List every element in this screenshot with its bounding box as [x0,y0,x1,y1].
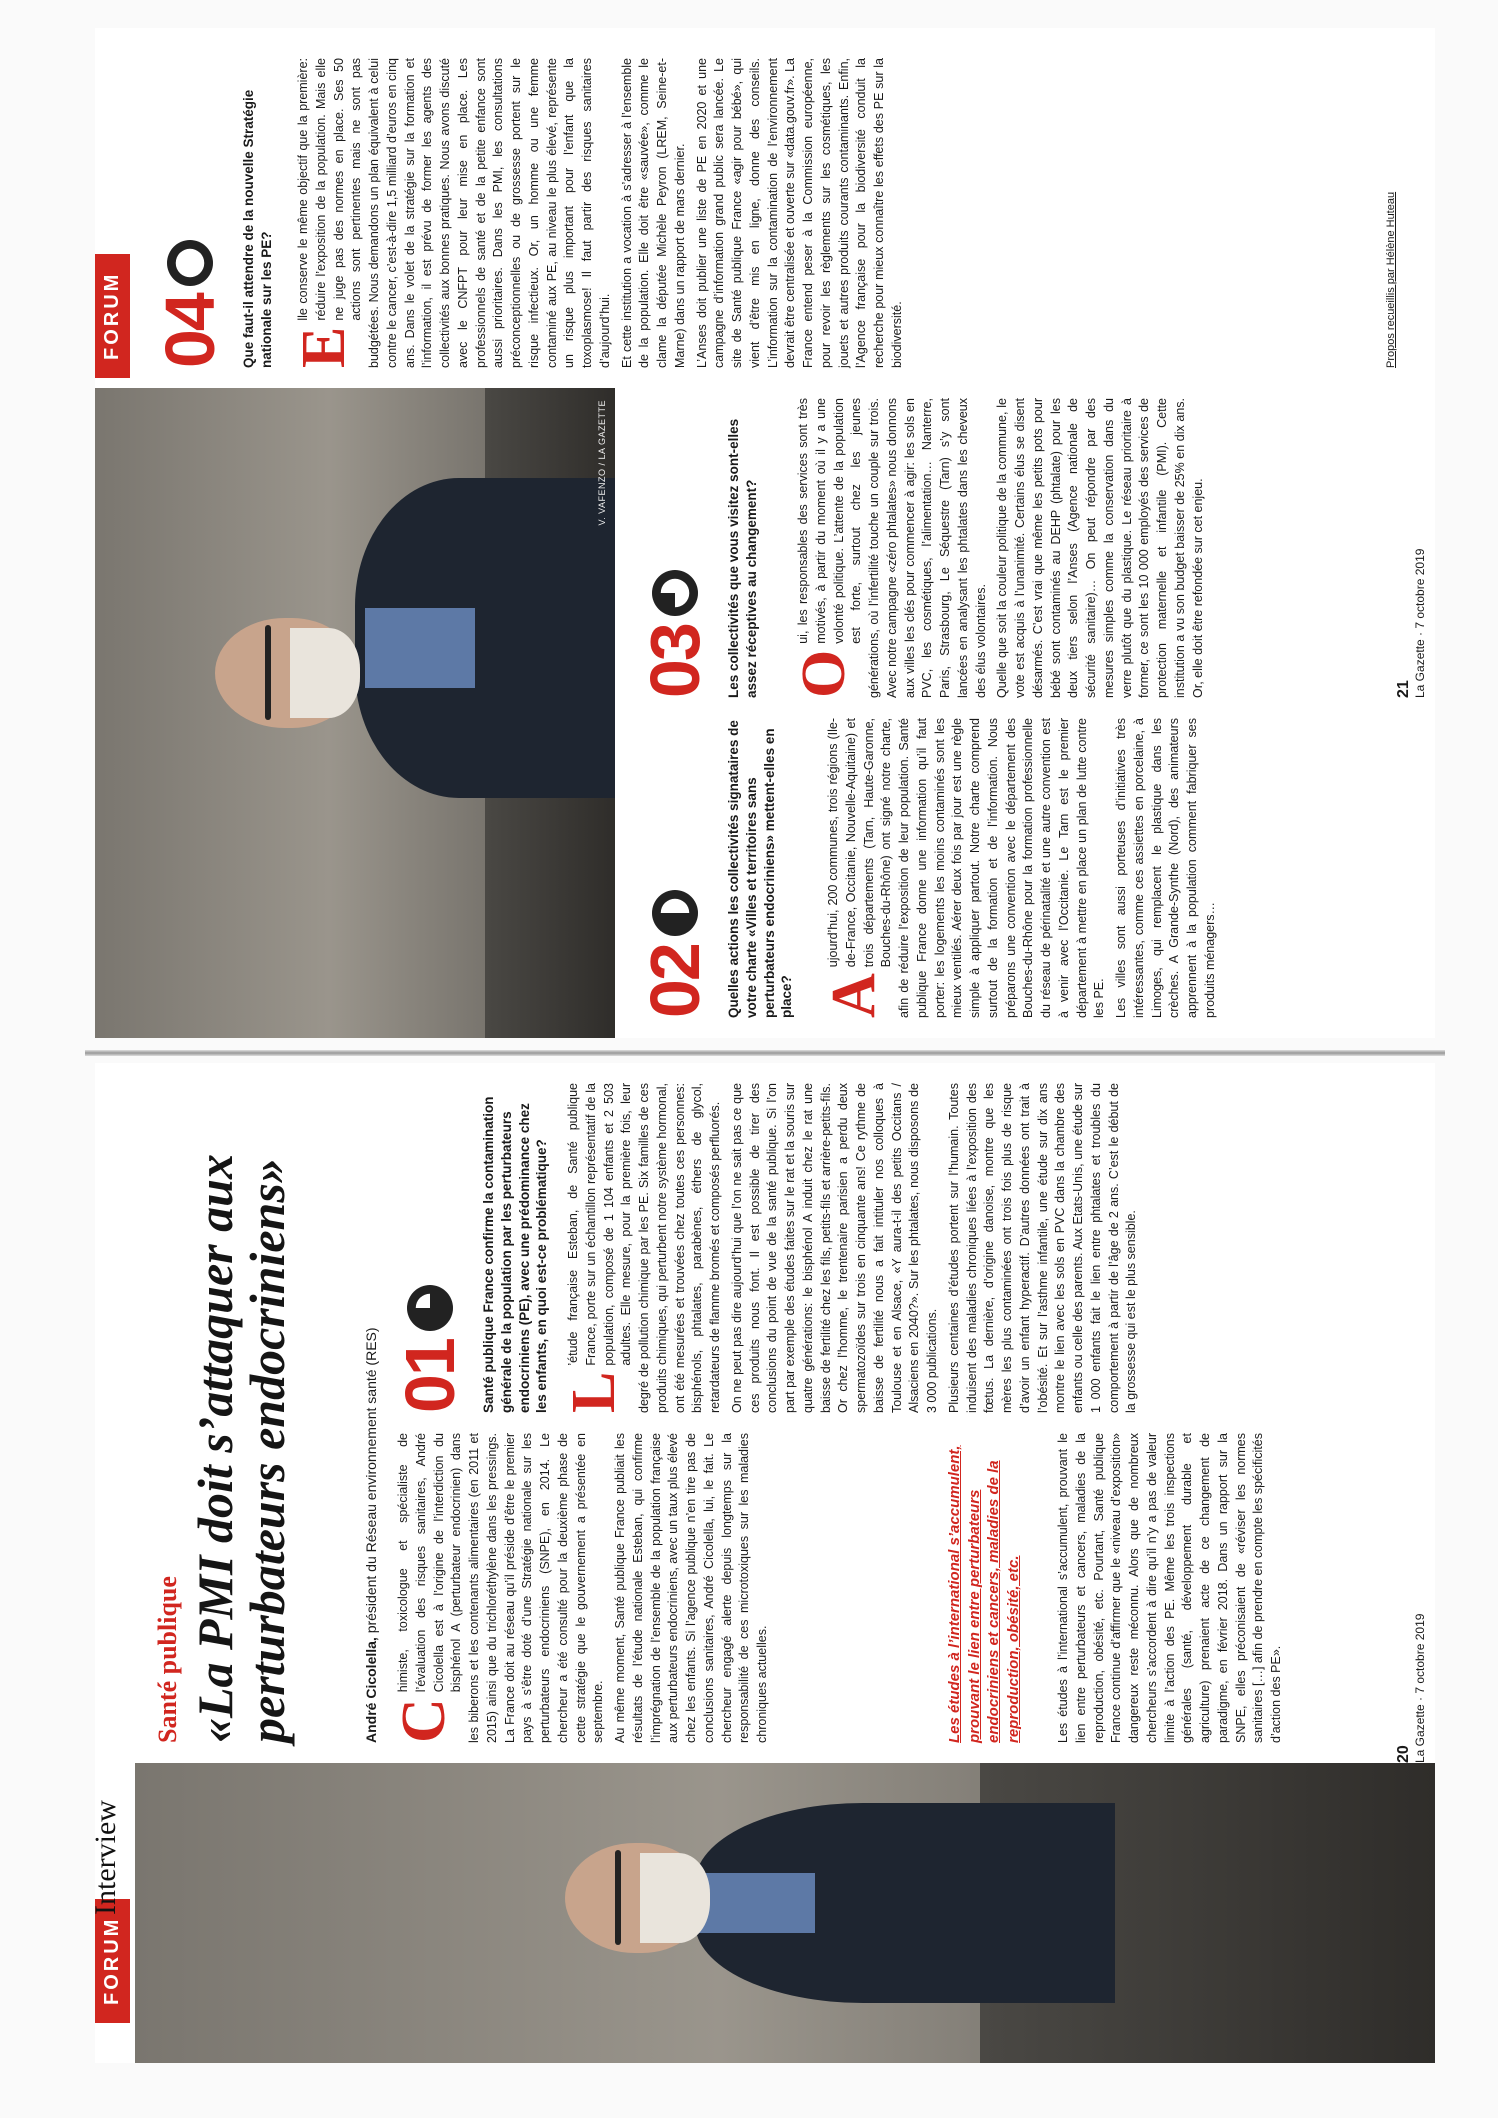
question-digits: 02 [636,944,714,1018]
answer-01-paragraph-2: On ne peut pas dire aujourd’hui que l’on ne sait pas ce que ces produits nous font. Il est possible de tirer des conclusions du point de vue de la santé publique. Si l’on part par exemple des études faites sur le rat et la souris sur quatre générations: le bisphénol A induit chez le rat une baisse de fertilité chez les fils, petits-fils et arrière-petits-fils. Or chez l’homme, le trentenaire parisien a perdu deux spermatozoïdes sur trois en cinquante ans! Ce rythme de baisse de fertilité nous a fait intituler nos colloques à Toulouse et en Alsace, «Y aura-t-il des petits Occitans / Alsaciens en 2040?». Sur les phtalates, nous disposons de 3 000 publications. [729,1083,939,1413]
answer-02-paragraph-1: ujourd’hui, 200 communes, trois régions (Ile-de-France, Occitanie, Nouvelle-Aquitaine) et trois départements (Tarn, Haute-Garonne, Bouches-du-Rhône) ont signé notre charte, afin de réduire l’exposition de leur population. Santé publique France donne une information qu’il faut porter: les logements les moins contaminés sont les mieux ventilés. Aérer deux fois par jour est une règle simple à appliquer partout. Notre charte comprend surtout de la formation et de l’information. Nous préparons une convention avec le département des Bouches-du-Rhône pour la formation professionnelle du réseau de périnatalité et une autre convention est à venir avec l’Occitanie. Le Tarn est le premier département à mettre en place un plan de lutte contre les PE. [826,718,1107,1018]
section-tag-right: FORUM [95,254,130,378]
intro-paragraph-1: himiste, toxicologue et spécialiste de l’évaluation des risques sanitaires, André Cicolella est à l’origine de l’interdiction du bisphénol A (perturbateur endocrinien) dans les biberons et les contenants alimentaires (en 2011 et 2015) ainsi que du trichloréthylène dans les pressings. La France doit au réseau qu’il préside d’être le premier pays à s’être doté d’une Stratégie nationale sur les perturbateurs endocriniens (SNPE), en 2014. Le chercheur a été consulté pour la deuxième phase de cette stratégie que le gouvernement a présentée en septembre. [396,1433,606,1743]
answer-03-paragraph-2: Quelle que soit la couleur politique de la commune, le vote est acquis à l’unanimité. Certains élus se disent désarmés. C’est vrai que même les petits pots pour bébé sont contaminés au DEHP (phtalate) pour les deux tiers selon l’Anses (Agence nationale de sécurité sanitaire)… On peut répondre par des mesures simples comme la conservation dans du verre plutôt que du plastique. Le réseau prioritaire à former, ce sont les 10 000 employés des services de protection maternelle et infantile (PMI). Cette institution a vu son budget baisser de 25% en dix ans. Or, elle doit être refondée sur cet enjeu. [995,398,1205,698]
question-digits: 04 [151,294,229,368]
question-number-02 [636,890,714,1018]
byline-name: André Cicolella, [363,1637,379,1743]
article-kicker: Santé publique [153,1576,182,1743]
question-number-03 [636,570,714,698]
article-headline: «La PMI doit s’attaquer aux perturbateurs endocriniens» [187,1154,295,1743]
pull-quote: Les études à l’international s’accumulent, prouvant le lien entre perturbateurs endocriniens et cancers, maladies de la reproduction, obésité, etc. [946,1445,1022,1743]
answer-01-paragraph-3: Plusieurs centaines d’études portent sur l’humain. Toutes induisent des maladies chroniques liées à l’exposition des fœtus. La dernière, d’origine danoise, montre que les mères les plus contaminées ont trois fois plus de risque d’avoir un enfant hyperactif. D’autres données ont trait à l’obésité. Et sur l’asthme infantile, une étude sur dix ans montre le lien avec les sols en PVC dans la chambre des enfants ou celle des parents. Aux Etats-Unis, une étude sur 1 000 enfants fait le lien entre phtalates et troubles du comportement à partir de l’âge de 2 ans. C’est le début de la grossesse qui est le plus sensible. [946,1083,1139,1413]
portrait-photo [135,1763,1435,2063]
answer-04 [290,58,1375,368]
answer-01 [560,1083,1385,1413]
question-02: Quelles actions les collectivités signataires de votre charte «Villes et territoires sans perturbateurs endocriniens» mettent-elles en place? [726,720,795,1018]
question-04: Que faut-il attendre de la nouvelle Stratégie nationale sur les PE? [241,89,274,368]
page-footer [1395,1614,1427,1763]
photo-credit: V. VAFENZO / LA GAZETTE [597,400,607,526]
answer-01-dropcap: L [560,1371,628,1413]
full-clock-icon [167,240,213,286]
answer-03 [790,398,1385,698]
answer-02 [820,718,1385,1018]
intro-paragraph-2: Au même moment, Santé publique France publiait les résultats de l’étude nationale Esteban, qui confirme l’imprégnation de l’ensemble de la population française aux perturbateurs endocriniens, avec un taux plus élevé chez les enfants. Si l’agence publique n’en tire pas de conclusions sanitaires, André Cicolella, lui, le fait. Le chercheur engagé alerte depuis longtemps sur la responsabilité de ces microtoxiques sur les maladies chroniques actuelles. [613,1433,769,1743]
answer-03-dropcap: O [790,649,858,698]
spine-gutter [85,1050,1445,1056]
intro-column [390,1433,935,1743]
byline-role: président du Réseau environnement santé (RES) [363,1327,379,1634]
answer-04-dropcap: E [290,326,358,368]
answer-02-paragraph-2: Les villes sont aussi porteuses d’initiatives très intéressantes, comme ces assiettes en porcelaine, à Limoges, qui remplacent le plastique dans les crèches. A Grande-Synthe (Nord), des animateurs apprennent à la population comment fabriquer ses produits ménagers… [1114,718,1217,1018]
article-byline [363,1083,379,1743]
question-digits: 01 [391,1339,469,1413]
three-quarter-clock-icon [652,570,698,616]
question-03: Les collectivités que vous visitez sont-elles assez réceptives au changement? [726,418,759,698]
answer-04-paragraph-1: lle conserve le même objectif que la première: réduire l’exposition de la population. Mais elle ne juge pas des normes en place. Ses 50 actions sont pertinentes mais ne sont pas budgétées. Nous demandons un plan équivalent à celui contre le cancer, c’est-à-dire 1,5 milliard d’euros en cinq ans. Dans le volet de la stratégie sur la formation et l’information, il est prévu de former les agents des collectivités aux bonnes pratiques. Nous avons discuté avec le CNFPT pour leur mise en place. Les professionnels de santé et de la petite enfance sont aussi prioritaires. Dans les PMI, les consultations préconceptionnelles ou de grossesse portent sur le risque infectieux. Or, un homme ou une femme contaminé aux PE, au niveau le plus élevé, représente un risque plus important pour l’enfant que la toxoplasmose! Il faut partir des risques sanitaires d’aujourd’hui. [296,58,612,368]
left-page [89,1063,1435,2063]
footer-text: La Gazette · 7 octobre 2019 [1413,1613,1427,1763]
question-number-01 [391,1285,469,1413]
portrait-photo-wide [95,388,615,1038]
author-signature: Propos recueillis par Hélène Huteau [1385,191,1397,368]
intro-dropcap: C [390,1698,458,1743]
intro-paragraph-3: Les études à l’international s’accumulent, prouvant le lien entre perturbateurs et cancers, maladies de la reproduction, obésité, etc. Pourtant, Santé publique France continue d’affirmer que le «niveau d’exposition» dangereux reste méconnu. Alors que de nombreux chercheurs s’accordent à dire qu’il n’y a pas de valeur limite à l’action des PE. Même les trois inspections générales (santé, développement durable et agriculture) prenaient acte de ce changement de paradigme, en février 2018. Dans un rapport sur la SNPE, elles préconisaient de «réviser les normes sanitaires […] afin de prendre en compte les spécificités d’action des PE». [1056,1433,1283,1743]
section-tag: FORUM [95,1899,130,2023]
question-digits: 03 [636,624,714,698]
page-number: 21 [1395,680,1412,698]
answer-04-paragraph-2: Et cette institution a vocation à s’adresser à l’ensemble de la population. Elle doit être «sauvée», comme le clame la députée Michèle Peyron (LREM, Seine-et-Marne) dans un rapport de mars dernier. [619,58,687,368]
half-clock-icon [652,890,698,936]
right-page [95,28,1435,1038]
section-title: Interview [89,1800,122,1915]
answer-04-paragraph-3: L’Anses doit publier une liste de PE en 2020 et une campagne d’information grand public sera lancée. Le site de Santé publique France «agir pour bébé», qui vient d’être mis en ligne, donne des conseils. L’information sur la contamination de l’environnement devrait être centralisée et ouverte sur «data.gouv.fr». La France entend peser à la Commission européenne, pour revoir les règlements sur les cosmétiques, les jouets et autres produits courants contaminants. Enfin, l’Agence française pour la biodiversité conduit la recherche pour mieux connaître les effets des PE sur la biodiversité. [694,58,904,368]
footer-text: La Gazette · 7 octobre 2019 [1413,548,1427,698]
answer-02-dropcap: A [820,973,888,1018]
question-number-04 [151,240,229,368]
answer-01-paragraph-1: ’étude française Esteban, de Santé publique France, porte sur un échantillon représentatif de la population, composé de 1 104 enfants et 2 503 adultes. Elle mesure, pour la première fois, leur degré de pollution chimique par les PE. Six familles de ces produits chimiques, qui perturbent notre système hormonal, ont été mesurées et trouvées chez toutes ces personnes: bisphénols, phtalates, parabènes, éthers de glycol, retardateurs de flamme bromés et composés perfluorés. [566,1083,722,1413]
intro-column-2 [1055,1433,1395,1743]
quarter-clock-icon [407,1285,453,1331]
page-footer-right [1395,549,1427,698]
question-01: Santé publique France confirme la contamination générale de la population par les perturbateurs endocriniens (PE), avec une prédominance chez les enfants, en quoi est-ce problématique? [481,1096,550,1413]
answer-03-paragraph-1: ui, les responsables des services sont très motivés, à partir du moment où il y a une volonté politique. L’attente de la population est forte, surtout chez les jeunes générations, où l’infertilité touche un couple sur trois. Avec notre campagne «zéro phtalates» nous donnons aux villes les clés pour commencer à agir: les sols en PVC, les cosmétiques, l’alimentation… Nanterre, Paris, Strasbourg, Le Séquestre (Tarn) s’y sont lancées en analysant les phtalates dans les cheveux des élus volontaires. [796,398,988,698]
page-number: 20 [1395,1745,1412,1763]
